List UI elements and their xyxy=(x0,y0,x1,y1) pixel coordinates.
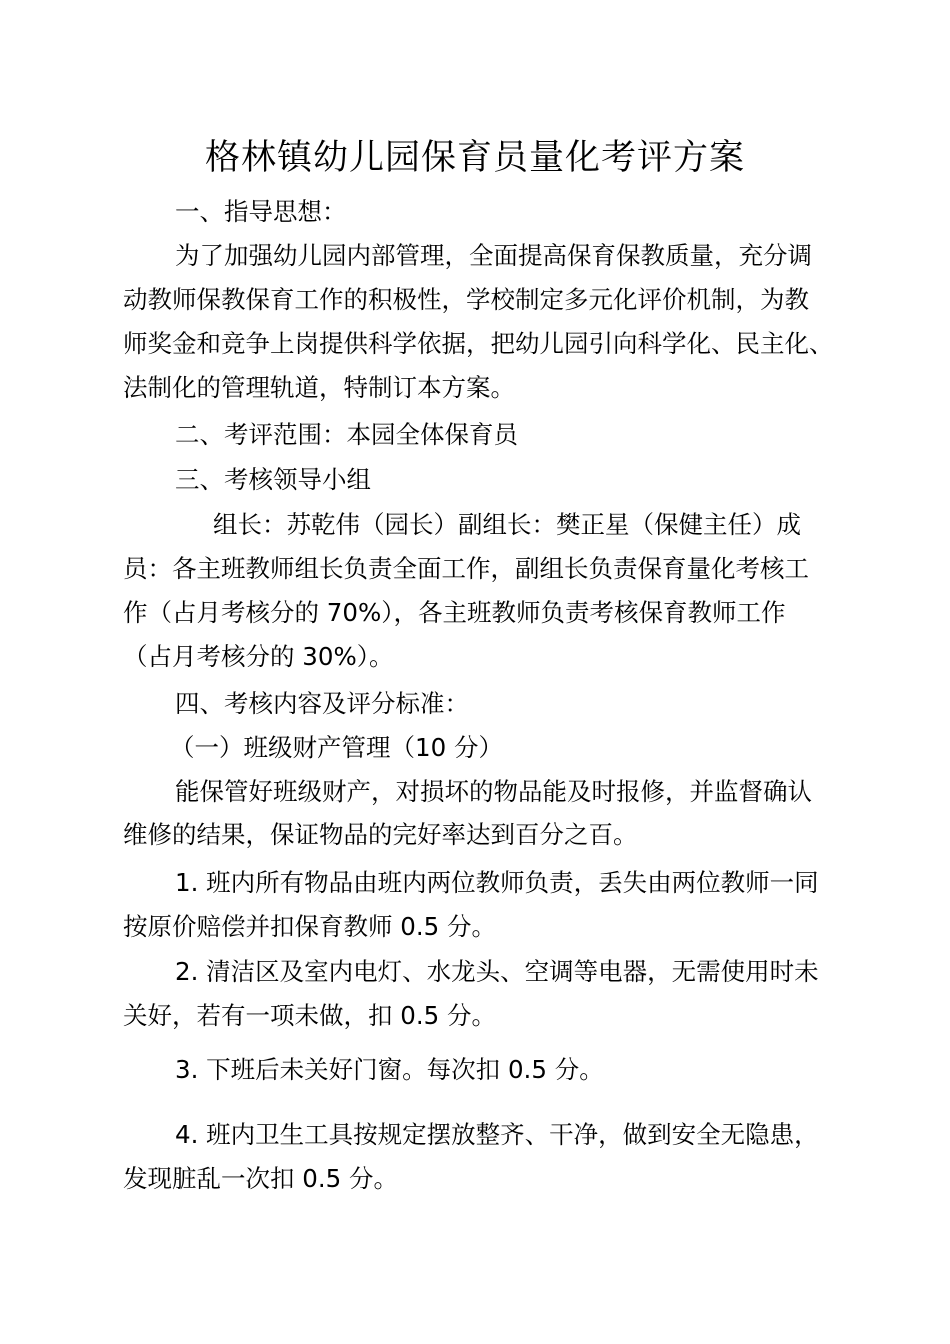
paragraph-line: 师奖金和竞争上岗提供科学依据，把幼儿园引向科学化、民主化、 xyxy=(123,329,834,358)
paragraph-line: 为了加强幼儿园内部管理，全面提高保育保教质量，充分调 xyxy=(175,241,812,270)
paragraph-line: 能保管好班级财产，对损坏的物品能及时报修，并监督确认 xyxy=(175,777,812,806)
subsection-heading-class-property: （一）班级财产管理（10 分） xyxy=(170,733,503,762)
paragraph-line: 员：各主班教师组长负责全面工作，副组长负责保育量化考核工 xyxy=(123,554,809,583)
list-item-3: 3. 下班后未关好门窗。每次扣 0.5 分。 xyxy=(175,1055,604,1084)
section-heading-content-criteria: 四、考核内容及评分标准： xyxy=(175,689,469,718)
paragraph-line: 组长：苏乾伟（园长）副组长：樊正星（保健主任）成 xyxy=(213,510,801,539)
list-item-1: 1. 班内所有物品由班内两位教师负责，丢失由两位教师一同 xyxy=(175,868,819,897)
list-item-4: 4. 班内卫生工具按规定摆放整齐、干净，做到安全无隐患， xyxy=(175,1120,819,1149)
section-heading-leadership-group: 三、考核领导小组 xyxy=(175,465,371,494)
paragraph-line: （占月考核分的 30%）。 xyxy=(123,642,394,671)
list-item-2: 2. 清洁区及室内电灯、水龙头、空调等电器，无需使用时未 xyxy=(175,957,819,986)
list-item-4-cont: 发现脏乱一次扣 0.5 分。 xyxy=(123,1164,399,1193)
list-item-2-cont: 关好，若有一项未做，扣 0.5 分。 xyxy=(123,1001,497,1030)
list-item-1-cont: 按原价赔偿并扣保育教师 0.5 分。 xyxy=(123,912,497,941)
paragraph-line: 维修的结果，保证物品的完好率达到百分之百。 xyxy=(123,820,638,849)
paragraph-line: 作（占月考核分的 70%），各主班教师负责考核保育教师工作 xyxy=(123,598,786,627)
document-title: 格林镇幼儿园保育员量化考评方案 xyxy=(204,138,745,178)
section-heading-guiding-idea: 一、指导思想： xyxy=(175,197,347,226)
paragraph-line: 动教师保教保育工作的积极性，学校制定多元化评价机制，为教 xyxy=(123,285,809,314)
paragraph-line: 法制化的管理轨道，特制订本方案。 xyxy=(123,373,515,402)
section-heading-scope: 二、考评范围：本园全体保育员 xyxy=(175,420,518,449)
